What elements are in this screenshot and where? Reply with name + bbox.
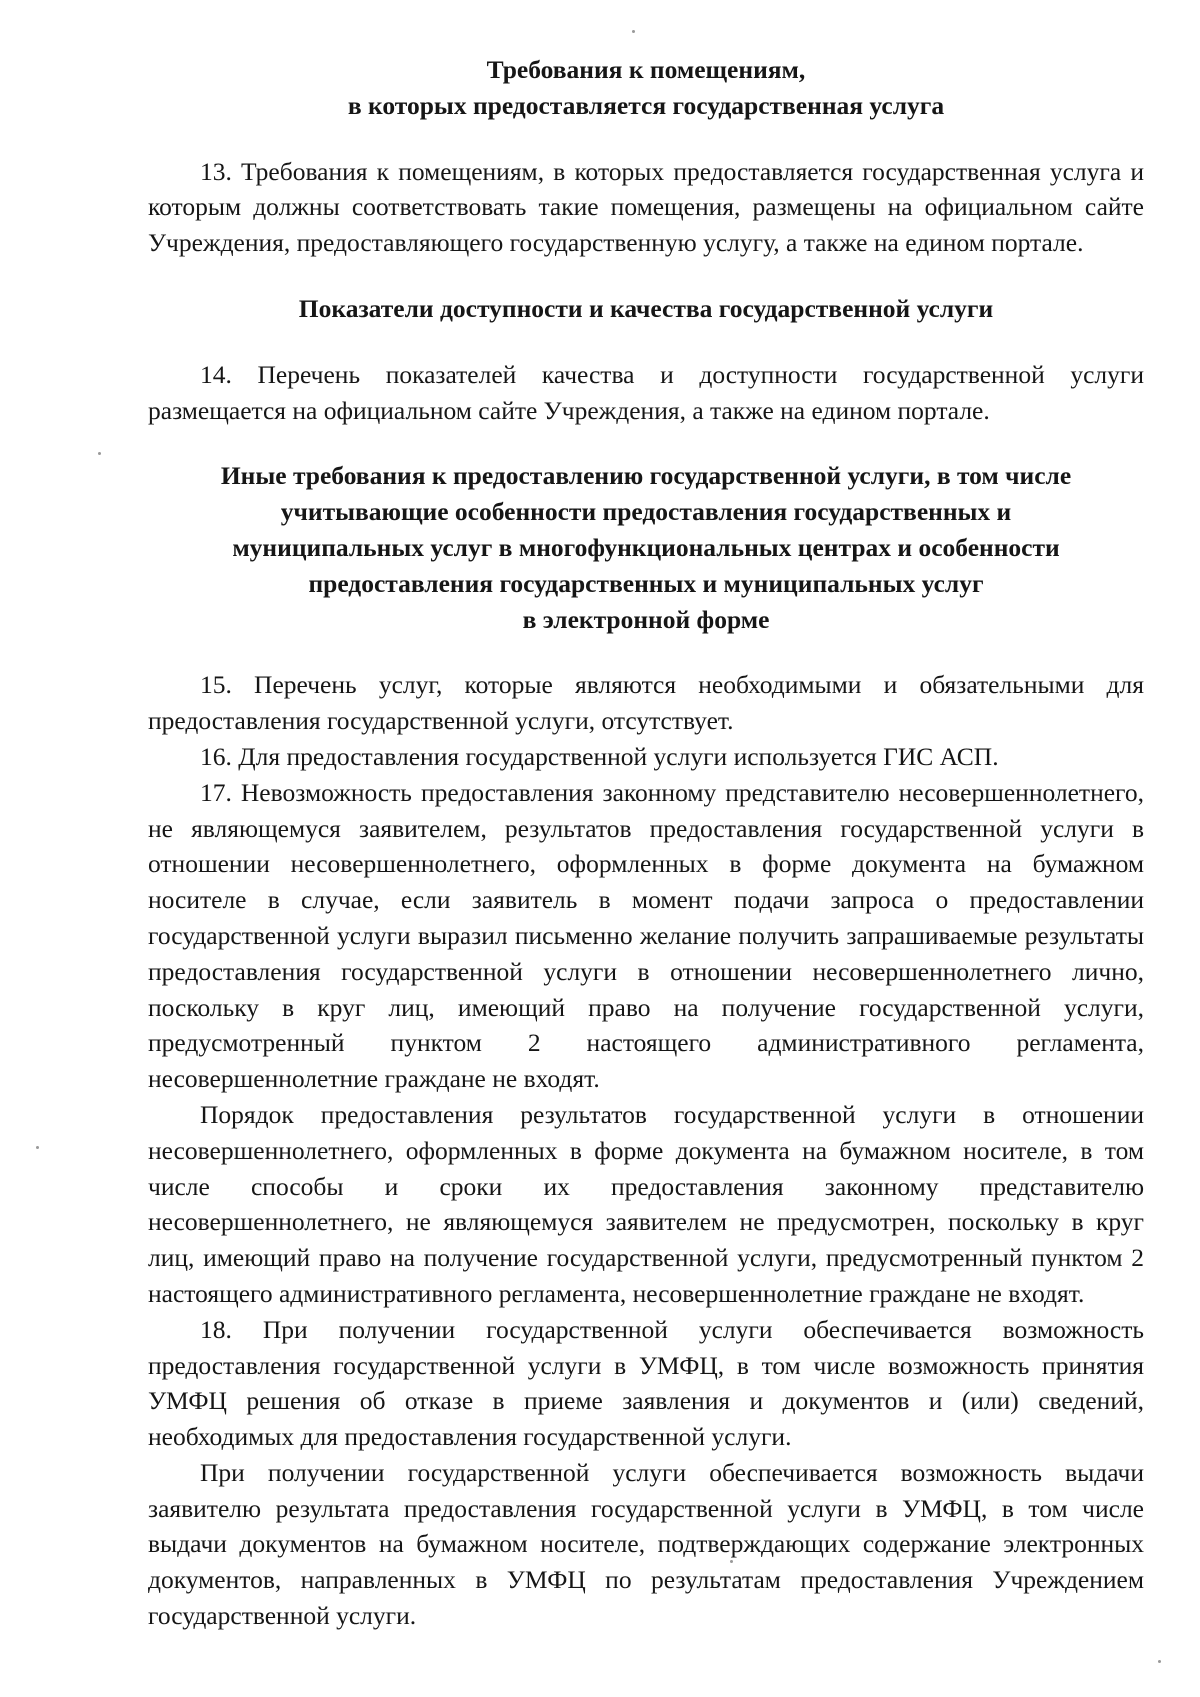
paragraph-13: 13. Требования к помещениям, в которых предоставляется государственная услуга и которым должны соответствовать такие помещения, размещены на официальном сайте Учреждения, предоставляющего государственную услугу, а также на едином портале. (148, 156, 1144, 258)
scan-speck (730, 1560, 733, 1563)
heading-line: Иные требования к предоставлению государственной услуги, в том числе (220, 461, 1072, 491)
paragraph-15: 15. Перечень услуг, которые являются необходимыми и обязательными для предоставления государственной услуги, отсутствует. (148, 670, 1144, 736)
paragraph-14: 14. Перечень показателей качества и доступности государственной услуги размещается на официальном сайте Учреждения, а также на едином портале. (148, 359, 1144, 425)
document-page (148, 52, 1144, 1634)
heading-line: в электронной форме (522, 604, 770, 634)
scan-speck (36, 1146, 39, 1149)
paragraph-16: 16. Для предоставления государственной услуги используется ГИС АСП. (200, 741, 999, 771)
heading-line: предоставления государственных и муниципальных услуг (308, 568, 984, 598)
heading-line: Показатели доступности и качества государственной услуги (298, 293, 994, 323)
paragraph-17: 17. Невозможность предоставления законному представителю несовершеннолетнего, не являющемуся заявителем, результатов предоставления государственной услуги в отношении несовершеннолетнего, оформленных в форме документа на бумажном носителе в случае, если заявитель в момент подачи запроса о предоставлении государственной услуги выразил письменно желание получить запрашиваемые результаты предоставления государственной услуги в отношении несовершеннолетнего лично, поскольку в круг лиц, имеющий право на получение государственной услуги, предусмотренный пунктом 2 настоящего административного регламента, несовершеннолетние граждане не входят. (148, 777, 1144, 1094)
heading-line: в которых предоставляется государственная услуга (347, 90, 945, 120)
section-heading-accessibility (148, 291, 1144, 327)
scan-speck (632, 30, 635, 33)
paragraph-18: 18. При получении государственной услуги обеспечивается возможность предоставления государственной услуги в УМФЦ, в том числе возможность принятия УМФЦ решения об отказе в приеме заявления и документов и (или) сведений, необходимых для предоставления государственной услуги. (148, 1314, 1144, 1452)
heading-line: Требования к помещениям, (486, 55, 806, 84)
paragraph-18-issuance: При получении государственной услуги обеспечивается возможность выдачи заявителю результата предоставления государственной услуги в УМФЦ, в том числе выдачи документов на бумажном носителе, подтверждающих содержание электронных документов, направленных в УМФЦ по результатам предоставления Учреждением государственной услуги. (148, 1457, 1144, 1631)
heading-line: учитывающие особенности предоставления государственных и (280, 497, 1012, 527)
scan-speck (98, 452, 101, 455)
paragraph-17-procedure: Порядок предоставления результатов государственной услуги в отношении несовершеннолетнего, оформленных в форме документа на бумажном носителе, в том числе способы и сроки их предоставления законному представителю несовершеннолетнего, не являющемуся заявителем не предусмотрен, поскольку в круг лиц, имеющий право на получение государственной услуги, предусмотренный пунктом 2 настоящего административного регламента, несовершеннолетние граждане не входят. (148, 1099, 1144, 1308)
heading-line: муниципальных услуг в многофункциональных центрах и особенности (232, 532, 1060, 562)
section-heading-other-requirements (148, 458, 1144, 637)
section-heading-premises (148, 52, 1144, 124)
scan-speck (1158, 1660, 1161, 1663)
